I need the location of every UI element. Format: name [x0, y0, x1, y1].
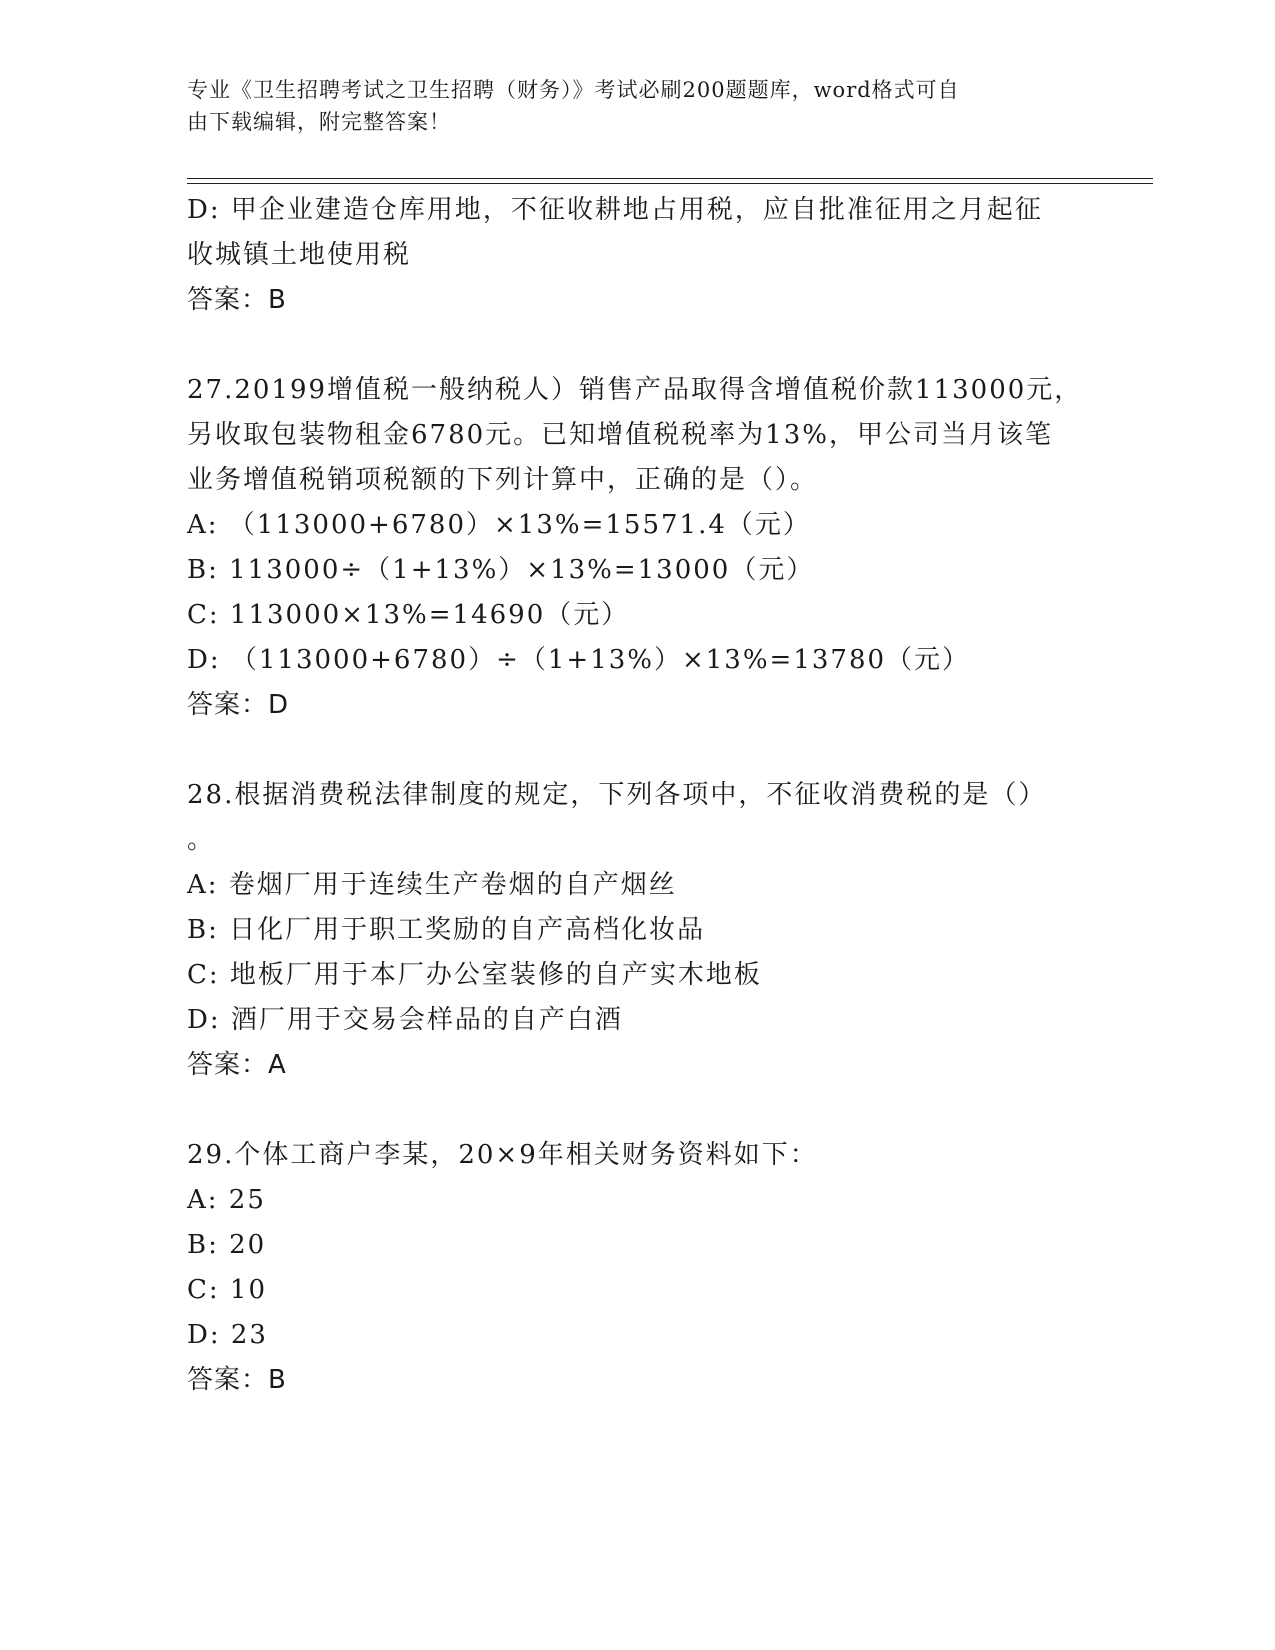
- spacer: [187, 323, 1077, 368]
- answer-line: 答案：A: [187, 1050, 287, 1080]
- option-b: B: 日化厂用于职工奖励的自产高档化妆品: [187, 915, 706, 945]
- option-d: D: 23: [187, 1320, 268, 1350]
- question-content: [187, 188, 1083, 1403]
- header-line-1: 专业《卫生招聘考试之卫生招聘（财务）》考试必刷200题题库，word格式可自: [187, 78, 960, 102]
- option-a: A: 卷烟厂用于连续生产卷烟的自产烟丝: [187, 870, 677, 900]
- answer-line: 答案：B: [187, 1365, 287, 1395]
- option-b: B: 113000÷（1+13%）×13%=13000（元）: [187, 555, 815, 585]
- header-divider-bottom: [187, 183, 1153, 184]
- header-line-2: 由下载编辑，附完整答案！: [187, 110, 451, 134]
- option-a: A: 25: [187, 1185, 266, 1215]
- option-b: B: 20: [187, 1230, 267, 1260]
- option-d: D: 甲企业建造仓库用地，不征收耕地占用税，应自批准征用之月起征: [187, 195, 1043, 225]
- question-26-tail: [187, 188, 1077, 323]
- question-stem-continued: 业务增值税销项税额的下列计算中，正确的是（）。: [187, 465, 819, 495]
- spacer: [187, 1088, 1077, 1133]
- option-a: A: （113000+6780）×13%=15571.4（元）: [187, 510, 811, 540]
- option-d: D: 酒厂用于交易会样品的自产白酒: [187, 1005, 623, 1035]
- question-stem: 29.个体工商户李某，20×9年相关财务资料如下：: [187, 1140, 818, 1170]
- question-27: [187, 368, 1083, 728]
- question-stem-continued: 另收取包装物租金6780元。已知增值税税率为13%，甲公司当月该笔: [187, 420, 1053, 450]
- question-29: [187, 1133, 1077, 1403]
- option-c: C: 113000×13%=14690（元）: [187, 600, 630, 630]
- document-header: [187, 74, 1067, 138]
- option-d: D: （113000+6780）÷（1+13%）×13%=13780（元）: [187, 645, 971, 675]
- option-d-continued: 收城镇土地使用税: [187, 240, 412, 270]
- answer-line: 答案：B: [187, 285, 287, 315]
- answer-line: 答案：D: [187, 690, 290, 720]
- question-stem: 28.根据消费税法律制度的规定，下列各项中，不征收消费税的是（）: [187, 780, 1047, 810]
- header-divider-top: [187, 178, 1153, 179]
- question-28: [187, 773, 1077, 1088]
- option-c: C: 10: [187, 1275, 268, 1305]
- spacer: [187, 728, 1077, 773]
- option-c: C: 地板厂用于本厂办公室装修的自产实木地板: [187, 960, 762, 990]
- question-stem: 27.20199增值税一般纳税人）销售产品取得含增值税价款113000元，: [187, 375, 1083, 405]
- question-stem-continued: 。: [187, 825, 216, 855]
